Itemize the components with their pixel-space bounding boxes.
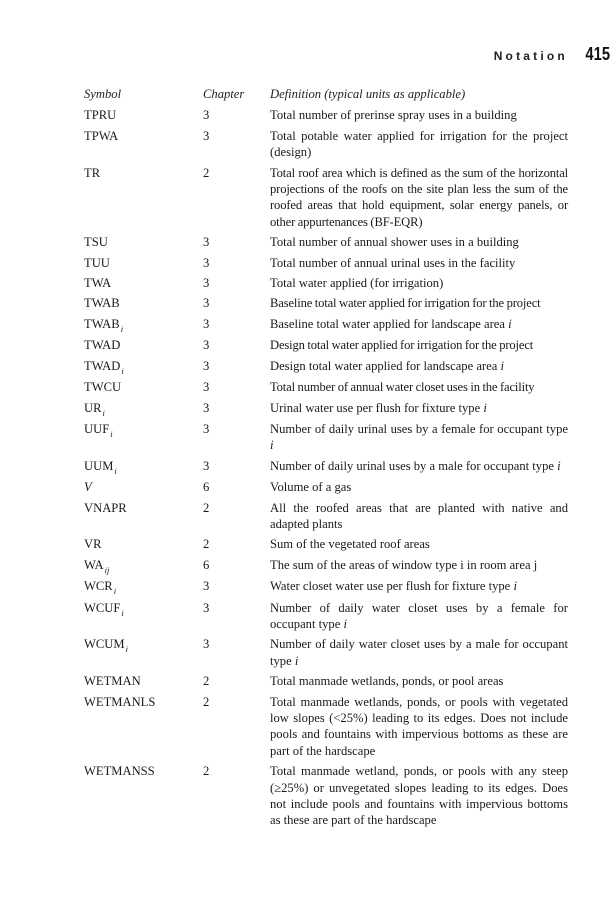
- definition-variable: i: [500, 358, 504, 373]
- row-symbol: WETMAN: [84, 674, 141, 689]
- table-row: [84, 557, 568, 574]
- table-row: [84, 479, 568, 495]
- row-symbol: $TWAD_i$: [84, 358, 124, 376]
- table-row: [84, 600, 568, 633]
- definition-variable: i: [343, 616, 347, 631]
- row-chapter: 3: [203, 579, 210, 594]
- row-chapter: 3: [203, 421, 210, 436]
- row-symbol: WETMANLS: [84, 694, 156, 709]
- definition-variable: i: [513, 579, 517, 594]
- table-row: [84, 337, 568, 353]
- row-chapter: 3: [203, 255, 210, 270]
- row-symbol: V: [84, 480, 92, 495]
- table-row: [84, 421, 568, 454]
- row-definition: Baseline total water applied for landscape area i: [270, 316, 512, 331]
- row-chapter: 3: [203, 316, 210, 331]
- row-chapter: 3: [203, 108, 210, 123]
- row-definition: The sum of the areas of window type i in room area j: [270, 557, 538, 572]
- row-symbol: VR: [84, 537, 102, 552]
- row-definition: Number of daily urinal uses by a male for occupant type i: [270, 458, 561, 473]
- row-symbol: $UR_i$: [84, 400, 105, 418]
- symbol-subscript: ij: [104, 564, 110, 575]
- row-definition: Total roof area which is defined as the sum of the horizontal projections of the roofs on the site plan less the sum of the roofed areas that hold equipment, solar energy panels, or other appurtenances (BF-EQR): [270, 165, 568, 229]
- row-chapter: 6: [203, 480, 210, 495]
- row-chapter: 2: [203, 500, 210, 515]
- table-row: [84, 500, 568, 533]
- table-row: [84, 234, 568, 250]
- row-definition: Design total water applied for landscape area i: [270, 358, 504, 373]
- row-symbol: WETMANSS: [84, 764, 155, 779]
- definition-variable: i: [483, 400, 487, 415]
- row-chapter: 3: [203, 600, 210, 615]
- row-definition: Number of daily water closet uses by a male for occupant type i: [270, 637, 568, 668]
- header-definition: Definition (typical units as applicable): [270, 87, 466, 101]
- table-row: [84, 107, 568, 123]
- symbol-subscript: i: [110, 428, 113, 439]
- row-chapter: 3: [203, 637, 210, 652]
- table-header: [84, 86, 568, 102]
- table-row: [84, 673, 568, 689]
- row-definition: Total number of annual water closet uses in the facility: [270, 380, 535, 395]
- row-symbol: VNAPR: [84, 500, 127, 515]
- row-chapter: 3: [203, 380, 210, 395]
- row-definition: Urinal water use per flush for fixture type i: [270, 400, 487, 415]
- symbol-subscript: i: [121, 365, 124, 376]
- row-definition: Design total water applied for irrigation for the project: [270, 338, 534, 353]
- table-row: [84, 400, 568, 417]
- row-definition: Number of daily water closet uses by a female for occupant type i: [270, 600, 568, 631]
- row-symbol: TPRU: [84, 108, 117, 123]
- table-row: [84, 358, 568, 375]
- running-head: [494, 44, 610, 65]
- row-definition: Water closet water use per flush for fixture type i: [270, 579, 517, 594]
- row-chapter: 2: [203, 694, 210, 709]
- table-row: [84, 316, 568, 333]
- row-chapter: 2: [203, 165, 210, 180]
- section-name: Notation: [493, 49, 568, 63]
- definition-variable: i: [557, 458, 561, 473]
- table-row: [84, 165, 568, 231]
- row-chapter: 3: [203, 458, 210, 473]
- header-symbol: Symbol: [84, 87, 122, 101]
- definition-variable: i: [294, 653, 299, 668]
- table-row: [84, 458, 568, 475]
- table-row: [84, 694, 568, 760]
- symbol-subscript: i: [114, 465, 117, 476]
- row-symbol: TR: [84, 165, 101, 180]
- row-symbol: TWCU: [84, 380, 122, 395]
- row-symbol: $WCR_i$: [84, 579, 117, 597]
- header-chapter: Chapter: [203, 87, 245, 101]
- row-chapter: 3: [203, 400, 210, 415]
- row-symbol: TUU: [84, 255, 110, 270]
- row-symbol: TWA: [84, 276, 112, 291]
- row-definition: All the roofed areas that are planted with native and adapted plants: [270, 500, 568, 531]
- definition-variable: i: [508, 316, 512, 331]
- row-chapter: 3: [203, 276, 210, 291]
- row-chapter: 3: [203, 296, 210, 311]
- row-chapter: 3: [203, 235, 210, 250]
- notation-table: [84, 86, 568, 833]
- row-symbol: $WCUF_i$: [84, 600, 124, 618]
- row-symbol: TWAD: [84, 338, 121, 353]
- row-chapter: 2: [203, 674, 210, 689]
- symbol-subscript: i: [120, 323, 124, 334]
- row-definition: Total number of prerinse spray uses in a building: [270, 108, 517, 123]
- row-chapter: 3: [203, 358, 210, 373]
- row-definition: Total manmade wetlands, ponds, or pool areas: [270, 674, 504, 689]
- row-chapter: 2: [203, 537, 210, 552]
- row-definition: Sum of the vegetated roof areas: [270, 537, 430, 552]
- row-symbol: $UUM_i$: [84, 458, 117, 476]
- row-definition: Total number of annual shower uses in a building: [270, 235, 519, 250]
- row-chapter: 2: [203, 764, 210, 779]
- row-definition: Baseline total water applied for irrigation for the project: [270, 296, 541, 311]
- symbol-subscript: i: [102, 407, 105, 418]
- page-number: 415: [585, 44, 610, 64]
- row-symbol: TPWA: [84, 128, 119, 143]
- symbol-subscript: i: [121, 607, 124, 618]
- row-symbol: TSU: [84, 235, 108, 250]
- table-row: [84, 379, 568, 395]
- row-symbol: $TWAB_i$: [84, 316, 124, 334]
- row-symbol: $WCUM_i$: [84, 637, 128, 655]
- table-row: [84, 763, 568, 829]
- table-row: [84, 275, 568, 291]
- row-symbol: $UUF_i$: [84, 421, 113, 439]
- table-row: [84, 128, 568, 161]
- row-chapter: 3: [203, 128, 210, 143]
- row-definition: Total water applied (for irrigation): [270, 276, 444, 291]
- row-symbol: $WA_{ij}$: [84, 557, 110, 575]
- row-definition: Total manmade wetland, ponds, or pools with any steep (≥25%) or unvegetated slopes leading to its edges. Does not include pools and fountains with impervious bottoms as these are part of the hardscape: [270, 764, 568, 828]
- row-definition: Total manmade wetlands, ponds, or pools with vegetated low slopes (<25%) leading to its edges. Does not include pools and fountains with impervious bottoms as these are part of the hardscape: [270, 694, 568, 758]
- table-row: [84, 255, 568, 271]
- symbol-subscript: i: [113, 586, 117, 597]
- row-symbol: TWAB: [84, 296, 120, 311]
- table-row: [84, 536, 568, 552]
- table-row: [84, 295, 568, 311]
- row-chapter: 3: [203, 338, 210, 353]
- definition-variable: i: [270, 438, 274, 453]
- table-row: [84, 578, 568, 595]
- table-row: [84, 636, 568, 669]
- row-definition: Total potable water applied for irrigation for the project (design): [270, 128, 568, 160]
- row-definition: Total number of annual urinal uses in the facility: [270, 255, 516, 270]
- row-chapter: 6: [203, 557, 210, 572]
- row-definition: Number of daily urinal uses by a female for occupant type i: [270, 421, 568, 453]
- symbol-subscript: i: [125, 644, 128, 655]
- row-definition: Volume of a gas: [270, 480, 352, 495]
